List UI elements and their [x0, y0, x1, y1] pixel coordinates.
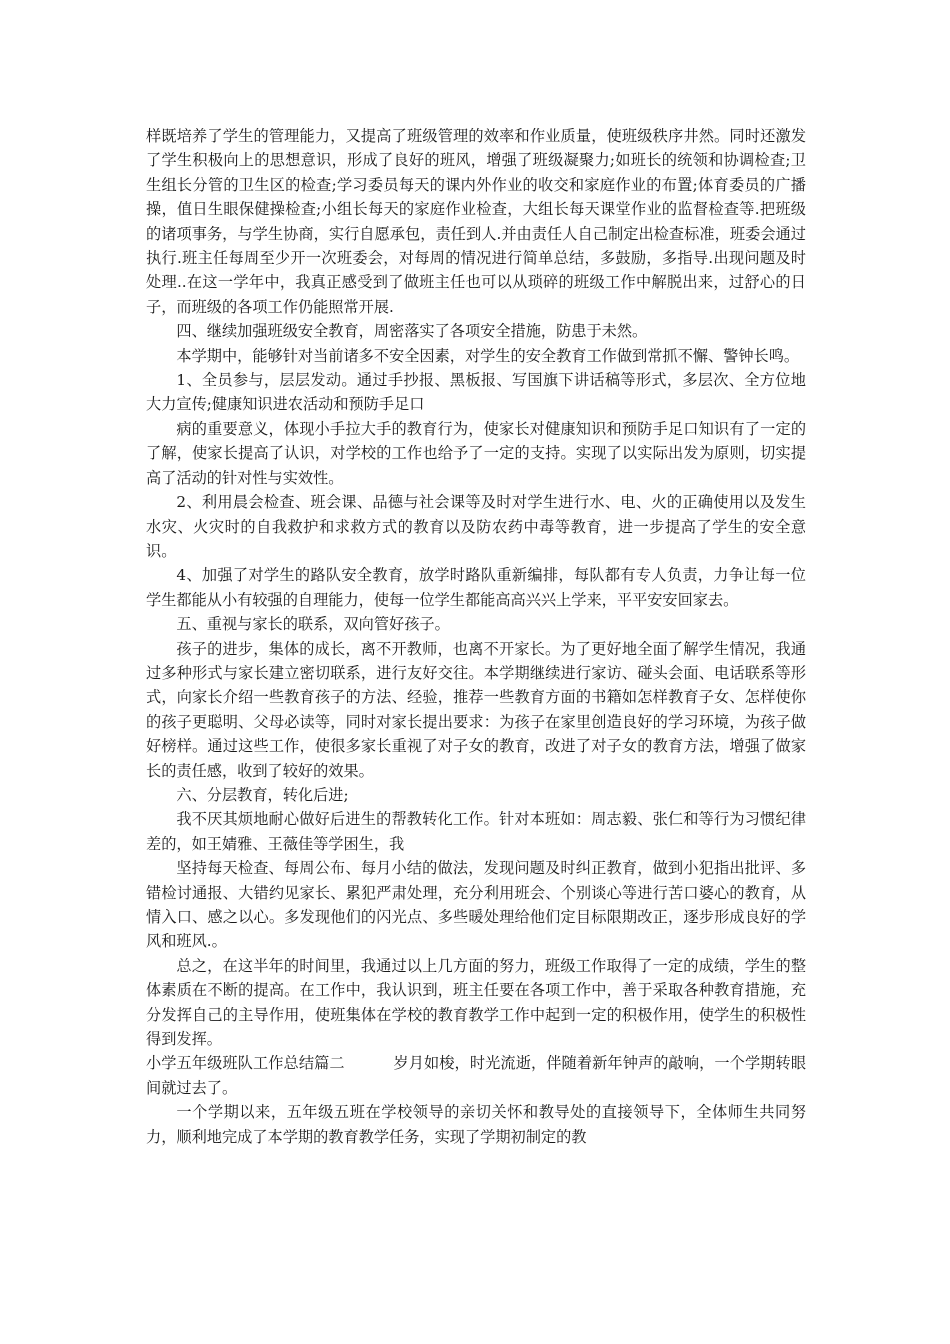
section-two-line [146, 1051, 806, 1100]
paragraph-safety-item-2: 2、利用晨会检查、班会课、品德与社会课等及时对学生进行水、电、火的正确使用以及发生水灾、火灾时的自我救护和求救方式的教育以及防农药中毒等教育，进一步提高了学生的安全意识。 [146, 493, 806, 560]
paragraph-safety-item-1: 1、全员参与，层层发动。通过手抄报、黑板报、写国旗下讲话稿等形式，多层次、全方位地大力宣传;健康知识进农活动和预防手足口 [146, 371, 806, 414]
paragraph-safety-item-1-cont: 病的重要意义，体现小手拉大手的教育行为，使家长对健康知识和预防手足口知识有了一定的了解，使家长提高了认识，对学校的工作也给予了一定的支持。实现了以实际出发为原则，切实提高了活动的针对性与实效性。 [146, 419, 806, 487]
section-title: 小学五年级班队工作总结篇二 [146, 1054, 345, 1073]
document-page [146, 124, 806, 1149]
paragraph-safety-intro: 本学期中，能够针对当前诸多不安全因素，对学生的安全教育工作做到常抓不懈、警钟长鸣。 [176, 346, 800, 365]
paragraph-summary: 总之，在这半年的时间里，我通过以上几方面的努力，班级工作取得了一定的成绩，学生的整体素质在不断的提高。在工作中，我认识到，班主任要在各项工作中，善于采取各种教育措施，充分发挥自己的主导作用，使班集体在学校的教育教学工作中起到一定的积极作用，使学生的积极性得到发挥。 [146, 956, 806, 1049]
paragraph-continuation: 样既培养了学生的管理能力，又提高了班级管理的效率和作业质量，使班级秩序井然。同时还激发了学生积极向上的思想意识，形成了良好的班风，增强了班级凝聚力;如班长的统领和协调检查;卫生组长分管的卫生区的检查;学习委员每天的课内外作业的收交和家庭作业的布置;体育委员的广播操，值日生眼保健操检查;小组长每天的家庭作业检查，大组长每天课堂作业的监督检查等.把班级的诸项事务，与学生协商，实行自愿承包，责任到人.并由责任人自己制定出检查标准，班委会通过执行.班主任每周至少开一次班委会，对每周的情况进行简单总结，多鼓励，多指导.出现问题及时处理..在这一学年中，我真正感受到了做班主任也可以从琐碎的班级工作中解脱出来，过舒心的日子，而班级的各项工作仍能照常开展. [146, 127, 806, 316]
paragraph-remedial-cont: 坚持每天检查、每周公布、每月小结的做法，发现问题及时纠正教育，做到小犯指出批评、多错检讨通报、大错约见家长、累犯严肃处理，充分利用班会、个别谈心等进行苦口婆心的教育，从情入口、感之以心。多发现他们的闪光点、多些暖处理给他们定目标限期改正，逐步形成良好的学风和班风.。 [146, 859, 806, 951]
paragraph-parents: 孩子的进步，集体的成长，离不开教师，也离不开家长。为了更好地全面了解学生情况，我通过多种形式与家长建立密切联系，进行友好交往。本学期继续进行家访、碰头会面、电话联系等形式，向家长介绍一些教育孩子的方法、经验，推荐一些教育方面的书籍如怎样教育子女、怎样使你的孩子更聪明、父母必读等，同时对家长提出要求：为孩子在家里创造良好的学习环境，为孩子做好榜样。通过这些工作，使很多家长重视了对子女的教育，改进了对子女的教育方法，增强了做家长的责任感，收到了较好的效果。 [146, 639, 806, 780]
heading-section-six: 六、分层教育，转化后进; [176, 785, 349, 804]
paragraph-safety-item-4: 4、加强了对学生的路队安全教育，放学时路队重新编排，每队都有专人负责，力争让每一位学生都能从小有较强的自理能力，使每一位学生都能高高兴兴上学来，平平安安回家去。 [146, 566, 806, 609]
paragraph-section-two: 一个学期以来，五年级五班在学校领导的亲切关怀和教导处的直接领导下，全体师生共同努力，顺利地完成了本学期的教育教学任务，实现了学期初制定的教 [146, 1103, 806, 1146]
section-intro: 岁月如梭，时光流逝，伴随着新年钟声的敲响，一个学期转眼间就过去了。 [146, 1054, 807, 1097]
heading-section-four: 四、继续加强班级安全教育，周密落实了各项安全措施，防患于未然。 [176, 322, 648, 341]
heading-section-five: 五、重视与家长的联系，双向管好孩子。 [176, 615, 450, 634]
paragraph-remedial: 我不厌其烦地耐心做好后进生的帮教转化工作。针对本班如：周志毅、张仁和等行为习惯纪律差的，如王婧雅、王薇佳等学困生，我 [146, 810, 806, 853]
